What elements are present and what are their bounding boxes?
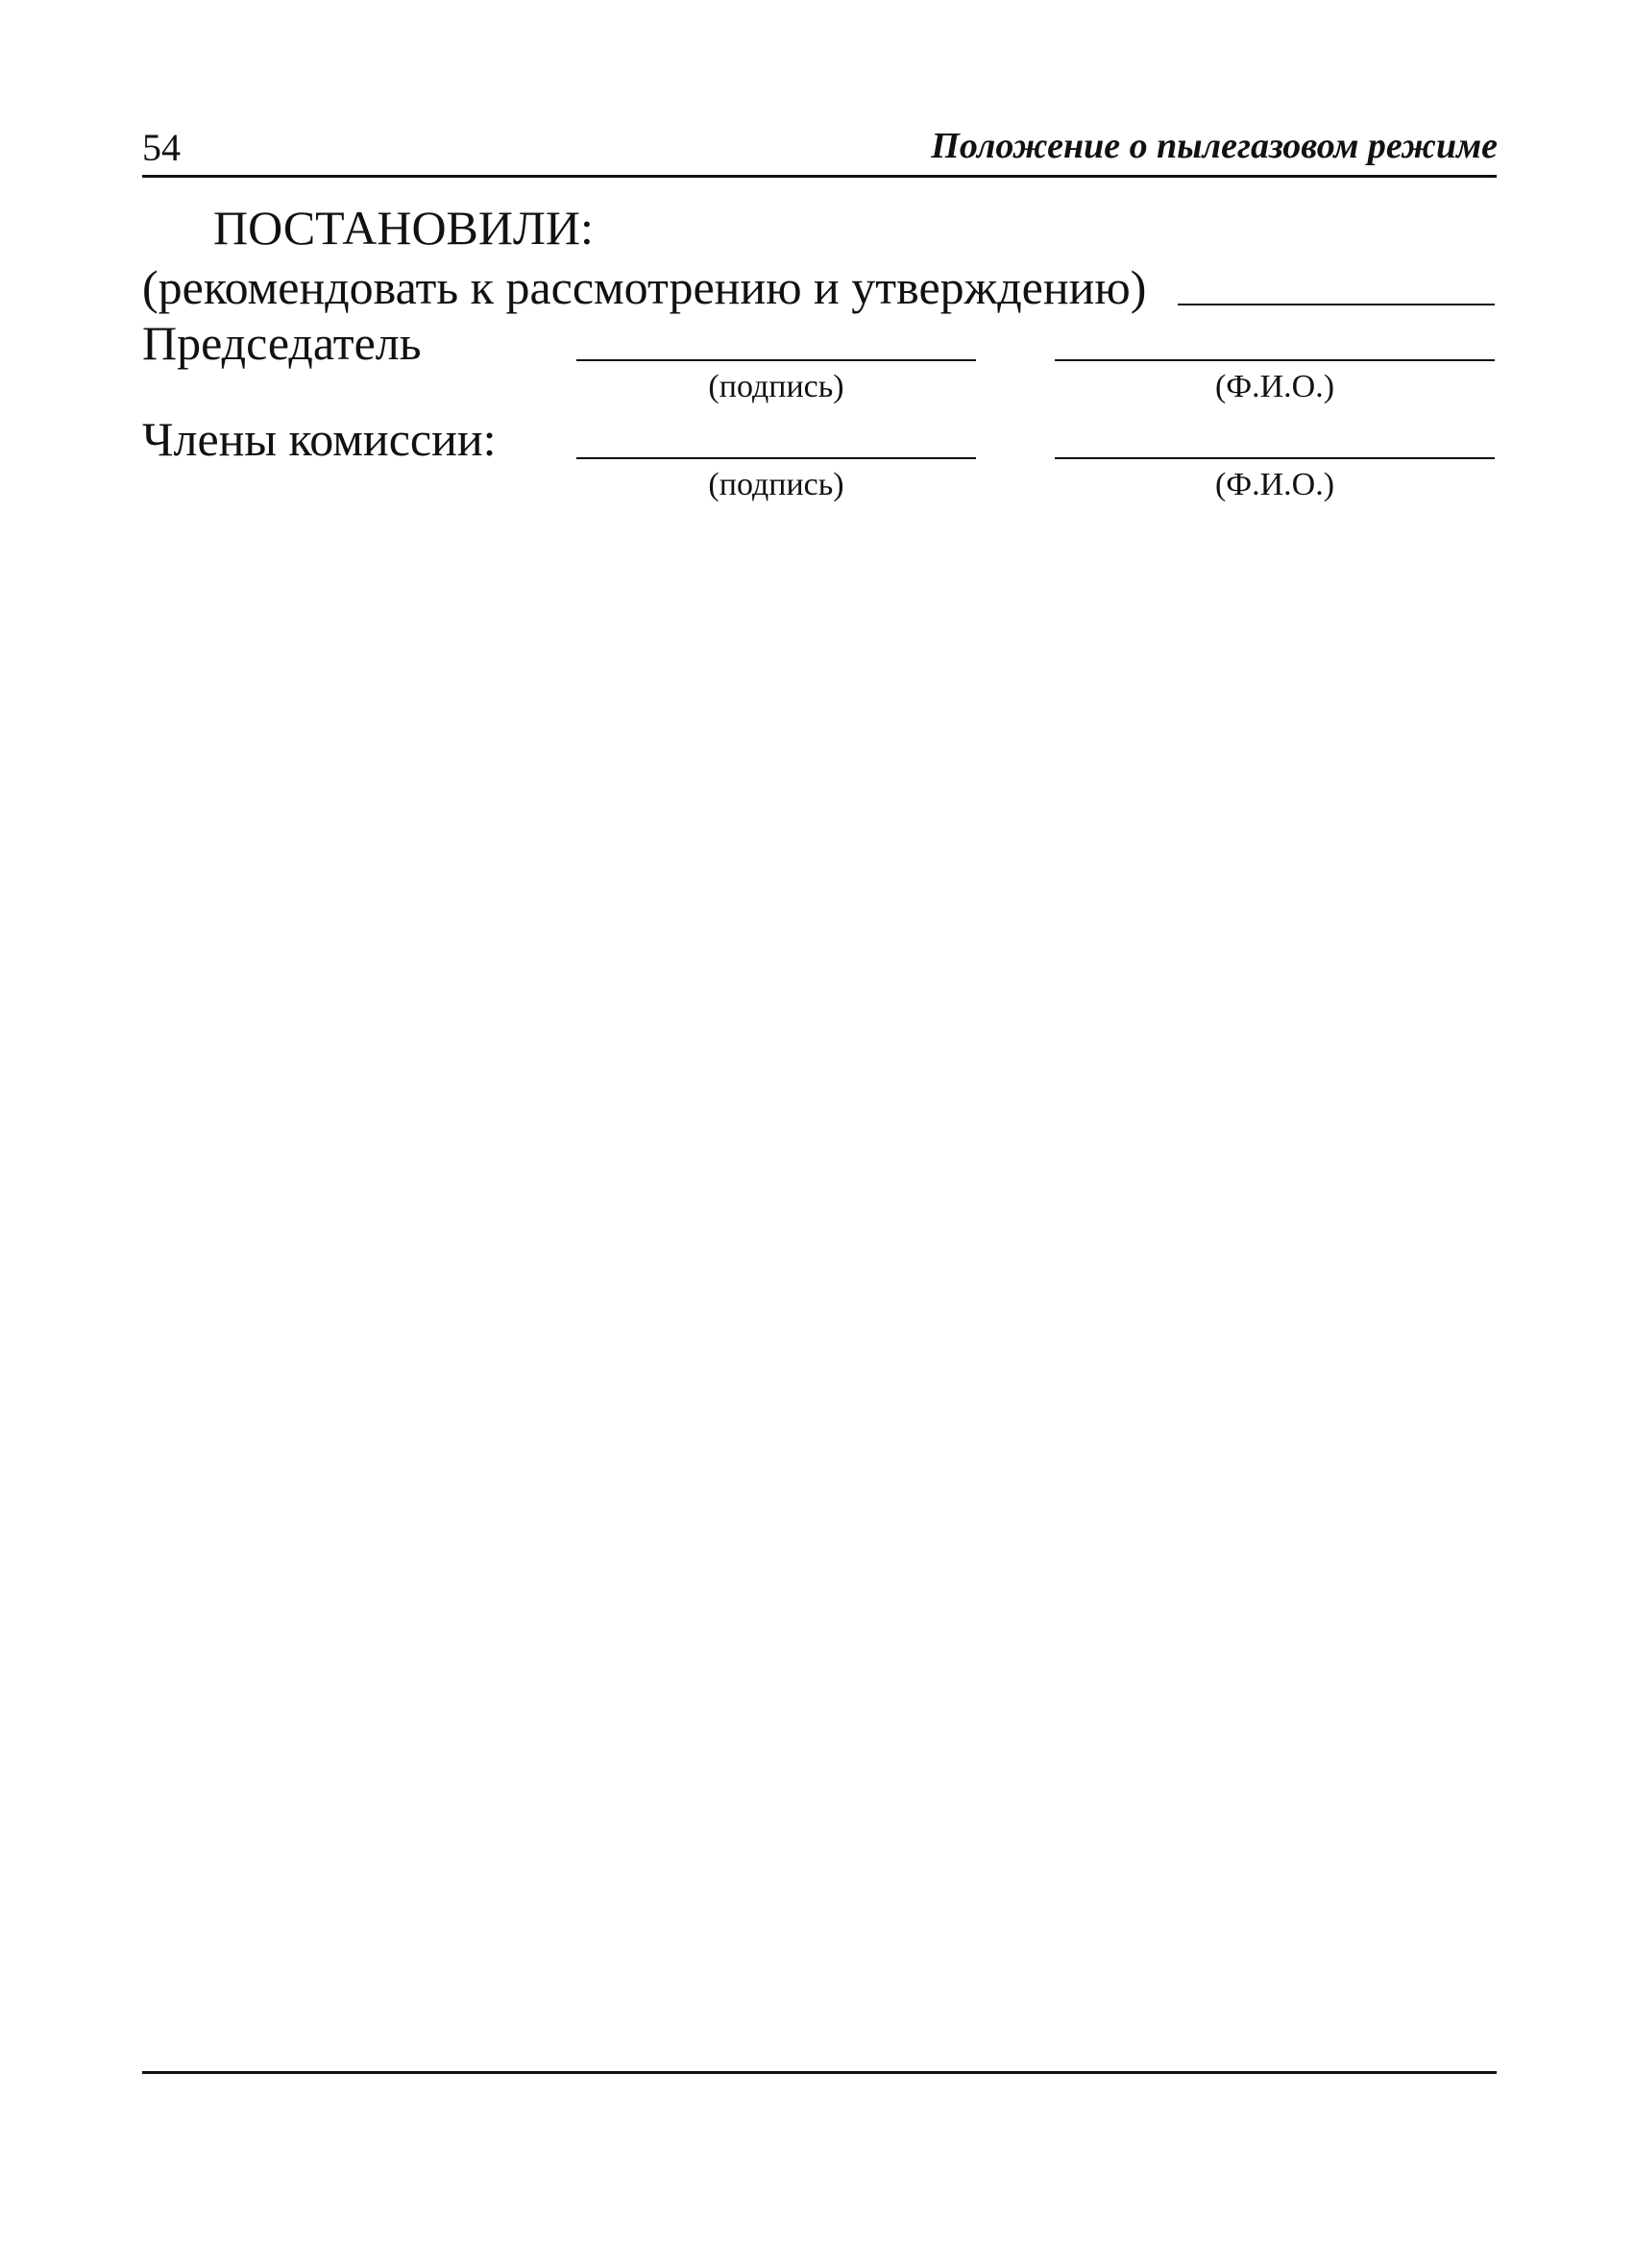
members-signature-caption: (подпись) bbox=[708, 467, 844, 502]
decision-heading: ПОСТАНОВИЛИ: bbox=[213, 201, 594, 255]
members-name-line bbox=[1055, 457, 1495, 459]
page-number: 54 bbox=[142, 126, 181, 169]
members-name-caption: (Ф.И.О.) bbox=[1214, 467, 1335, 502]
recommend-text: (рекомендовать к рассмотрению и утверждению) bbox=[142, 260, 1147, 314]
footer-rule bbox=[142, 2071, 1497, 2074]
chairman-signature-caption: (подпись) bbox=[708, 369, 844, 404]
chairman-name-line bbox=[1055, 359, 1495, 361]
header-rule bbox=[142, 175, 1497, 178]
chairman-signature-line bbox=[576, 359, 976, 361]
chairman-label: Председатель bbox=[142, 316, 422, 370]
chairman-name-caption: (Ф.И.О.) bbox=[1214, 369, 1335, 404]
members-label: Члены комиссии: bbox=[142, 412, 497, 466]
recommend-blank-line bbox=[1178, 304, 1495, 305]
members-signature-line bbox=[576, 457, 976, 459]
running-title: Положение о пылегазовом режиме bbox=[931, 126, 1498, 166]
